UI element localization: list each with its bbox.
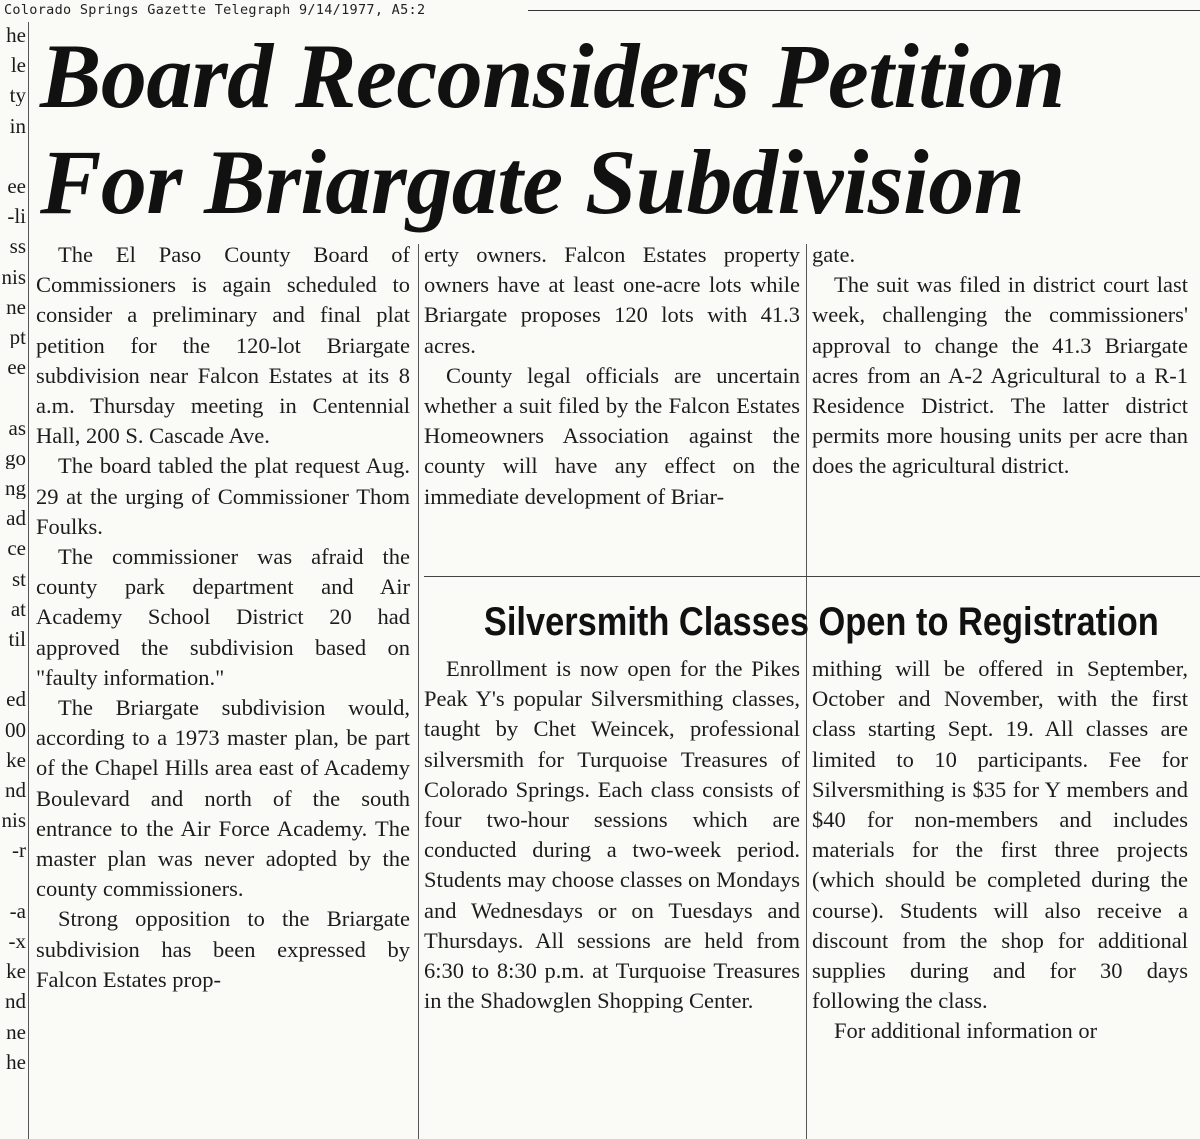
left-column-fragment-text: st [11, 567, 26, 590]
article2-column-1 [424, 654, 800, 1139]
left-column-fragment-text: at [10, 597, 26, 620]
article2-col2-paragraph: mithing will be offered in September, October and November, with the first class starting Sept. 19. All classes are limited to 10 participants. Fee for Silversmithing is $35 for Y members and $40 for non-members and includes materials for the first three projects (which should be completed during the course). Students will also receive a discount from the shop for additional supplies during and for 30 days following the class. [812, 656, 1188, 1014]
left-column-fragment-text: ng [5, 477, 26, 499]
left-column-fragment-text: le [10, 54, 26, 77]
left-column-fragment-text: nis [1, 809, 26, 832]
headline-line-1: Board Reconsiders Petition [40, 25, 1065, 127]
column-rule-1 [418, 244, 419, 1139]
left-column-fragment-text: ad [6, 507, 26, 530]
dateline: Colorado Springs Gazette Telegraph 9/14/1977, A5:2 [4, 2, 426, 18]
left-column-fragment-text: ke [6, 960, 26, 983]
article1-col1-paragraph: Strong opposition to the Briargate subdivision has been expressed by Falcon Estates prop- [36, 906, 410, 992]
article1-col2-paragraph: County legal officials are uncertain whether a suit filed by the Falcon Estates Homeowners Association against the county will have any effect on the immediate development of Briar- [424, 362, 800, 509]
article1-col1-paragraph: The commissioner was afraid the county park department and Air Academy School District 20 had approved the subdivision based on "faulty information." [36, 544, 410, 690]
article1-col1-paragraph: The El Paso County Board of Commissioners is again scheduled to consider a preliminary and final plat petition for the 120-lot Briargate subdivision near Falcon Estates at its 8 a.m. Thursday meeting in Centennial Hall, 200 S. Cascade Ave. [36, 242, 410, 449]
article1-column-1 [36, 240, 410, 1139]
left-column-fragment-text: ee [7, 356, 26, 379]
left-column-fragment [0, 22, 26, 1139]
left-column-fragment-text: ty [9, 84, 26, 107]
left-column-fragment-text: ee [7, 175, 26, 197]
left-column-fragment-text: nd [5, 990, 26, 1013]
left-column-fragment-text: go [5, 446, 26, 469]
article1-column-3 [812, 240, 1188, 570]
left-column-fragment-text: as [8, 416, 26, 439]
left-column-fragment-text: r- [12, 839, 26, 862]
article1-col3-paragraph: gate. [812, 242, 856, 267]
left-column-fragment-text: nis [1, 265, 26, 288]
article1-col1-paragraph: The board tabled the plat request Aug. 29 at the urging of Commissioner Thom Foulks. [36, 453, 410, 539]
left-column-fragment-text: li- [7, 205, 26, 228]
article2-headline: Silversmith Classes Open to Registration [483, 600, 1159, 644]
left-column-fragment-text: ne [6, 1020, 26, 1043]
left-column-fragment-text: he [6, 1050, 26, 1073]
left-column-fragment-text: in [9, 114, 26, 137]
left-column-fragment-text: x- [8, 930, 26, 952]
article1-col2-paragraph: erty owners. Falcon Estates property owners have at least one-acre lots while Briargate proposes 120 lots with 41.3 acres. [424, 242, 800, 358]
left-column-rule [28, 22, 29, 1139]
left-column-fragment-text: ne [6, 295, 26, 318]
left-column-fragment-text: til [8, 628, 26, 650]
column-rule-2 [806, 244, 807, 1139]
left-column-fragment-text: nd [5, 779, 26, 801]
article1-col1-paragraph: The Briargate subdivision would, according to a 1973 master plan, be part of the Chapel Hills area east of Academy Boulevard and north of the south entrance to the Air Force Academy. The master plan was never adopted by the county commissioners. [36, 695, 410, 902]
left-column-fragment-text: ke [6, 748, 26, 771]
left-column-fragment-text: a- [9, 899, 26, 922]
article2-col2-paragraph: For additional information or [834, 1018, 1098, 1044]
left-column-fragment-text: he [6, 24, 26, 46]
left-column-fragment-text: pt [9, 326, 26, 348]
article1-col3-paragraph: The suit was filed in district court last week, challenging the commissioners' approval to change the 41.3 Briargate acres from an A-2 Agricultural to a R-1 Residence District. The latter district permits more housing units per acre than does the agricultural district. [812, 272, 1188, 479]
article1-column-2 [424, 240, 800, 570]
article-separator-rule [424, 576, 1200, 577]
article2-col1-paragraph: Enrollment is now open for the Pikes Peak Y's popular Silversmithing classes, taught by Chet Weincek, professional silversmith for Turquoise Treasures of Colorado Springs. Each class consists of four two-hour sessions which are conducted during a two-week period. Students may choose classes on Mondays and Wednesdays or on Tuesdays and Thursdays. All sessions are held from 6:30 to 8:30 p.m. at Turquoise Treasures in the Shadowglen Shopping Center. [424, 656, 800, 1014]
left-column-fragment-text: 00 [5, 718, 26, 741]
headline-line-2: For Briargate Subdivision [40, 131, 1025, 233]
left-column-fragment-text: ce [7, 537, 26, 560]
article2-column-2 [812, 654, 1188, 1139]
dateline-rule [528, 10, 1200, 11]
left-column-fragment-text: ss [9, 235, 26, 258]
left-column-fragment-text: ed [6, 688, 26, 711]
